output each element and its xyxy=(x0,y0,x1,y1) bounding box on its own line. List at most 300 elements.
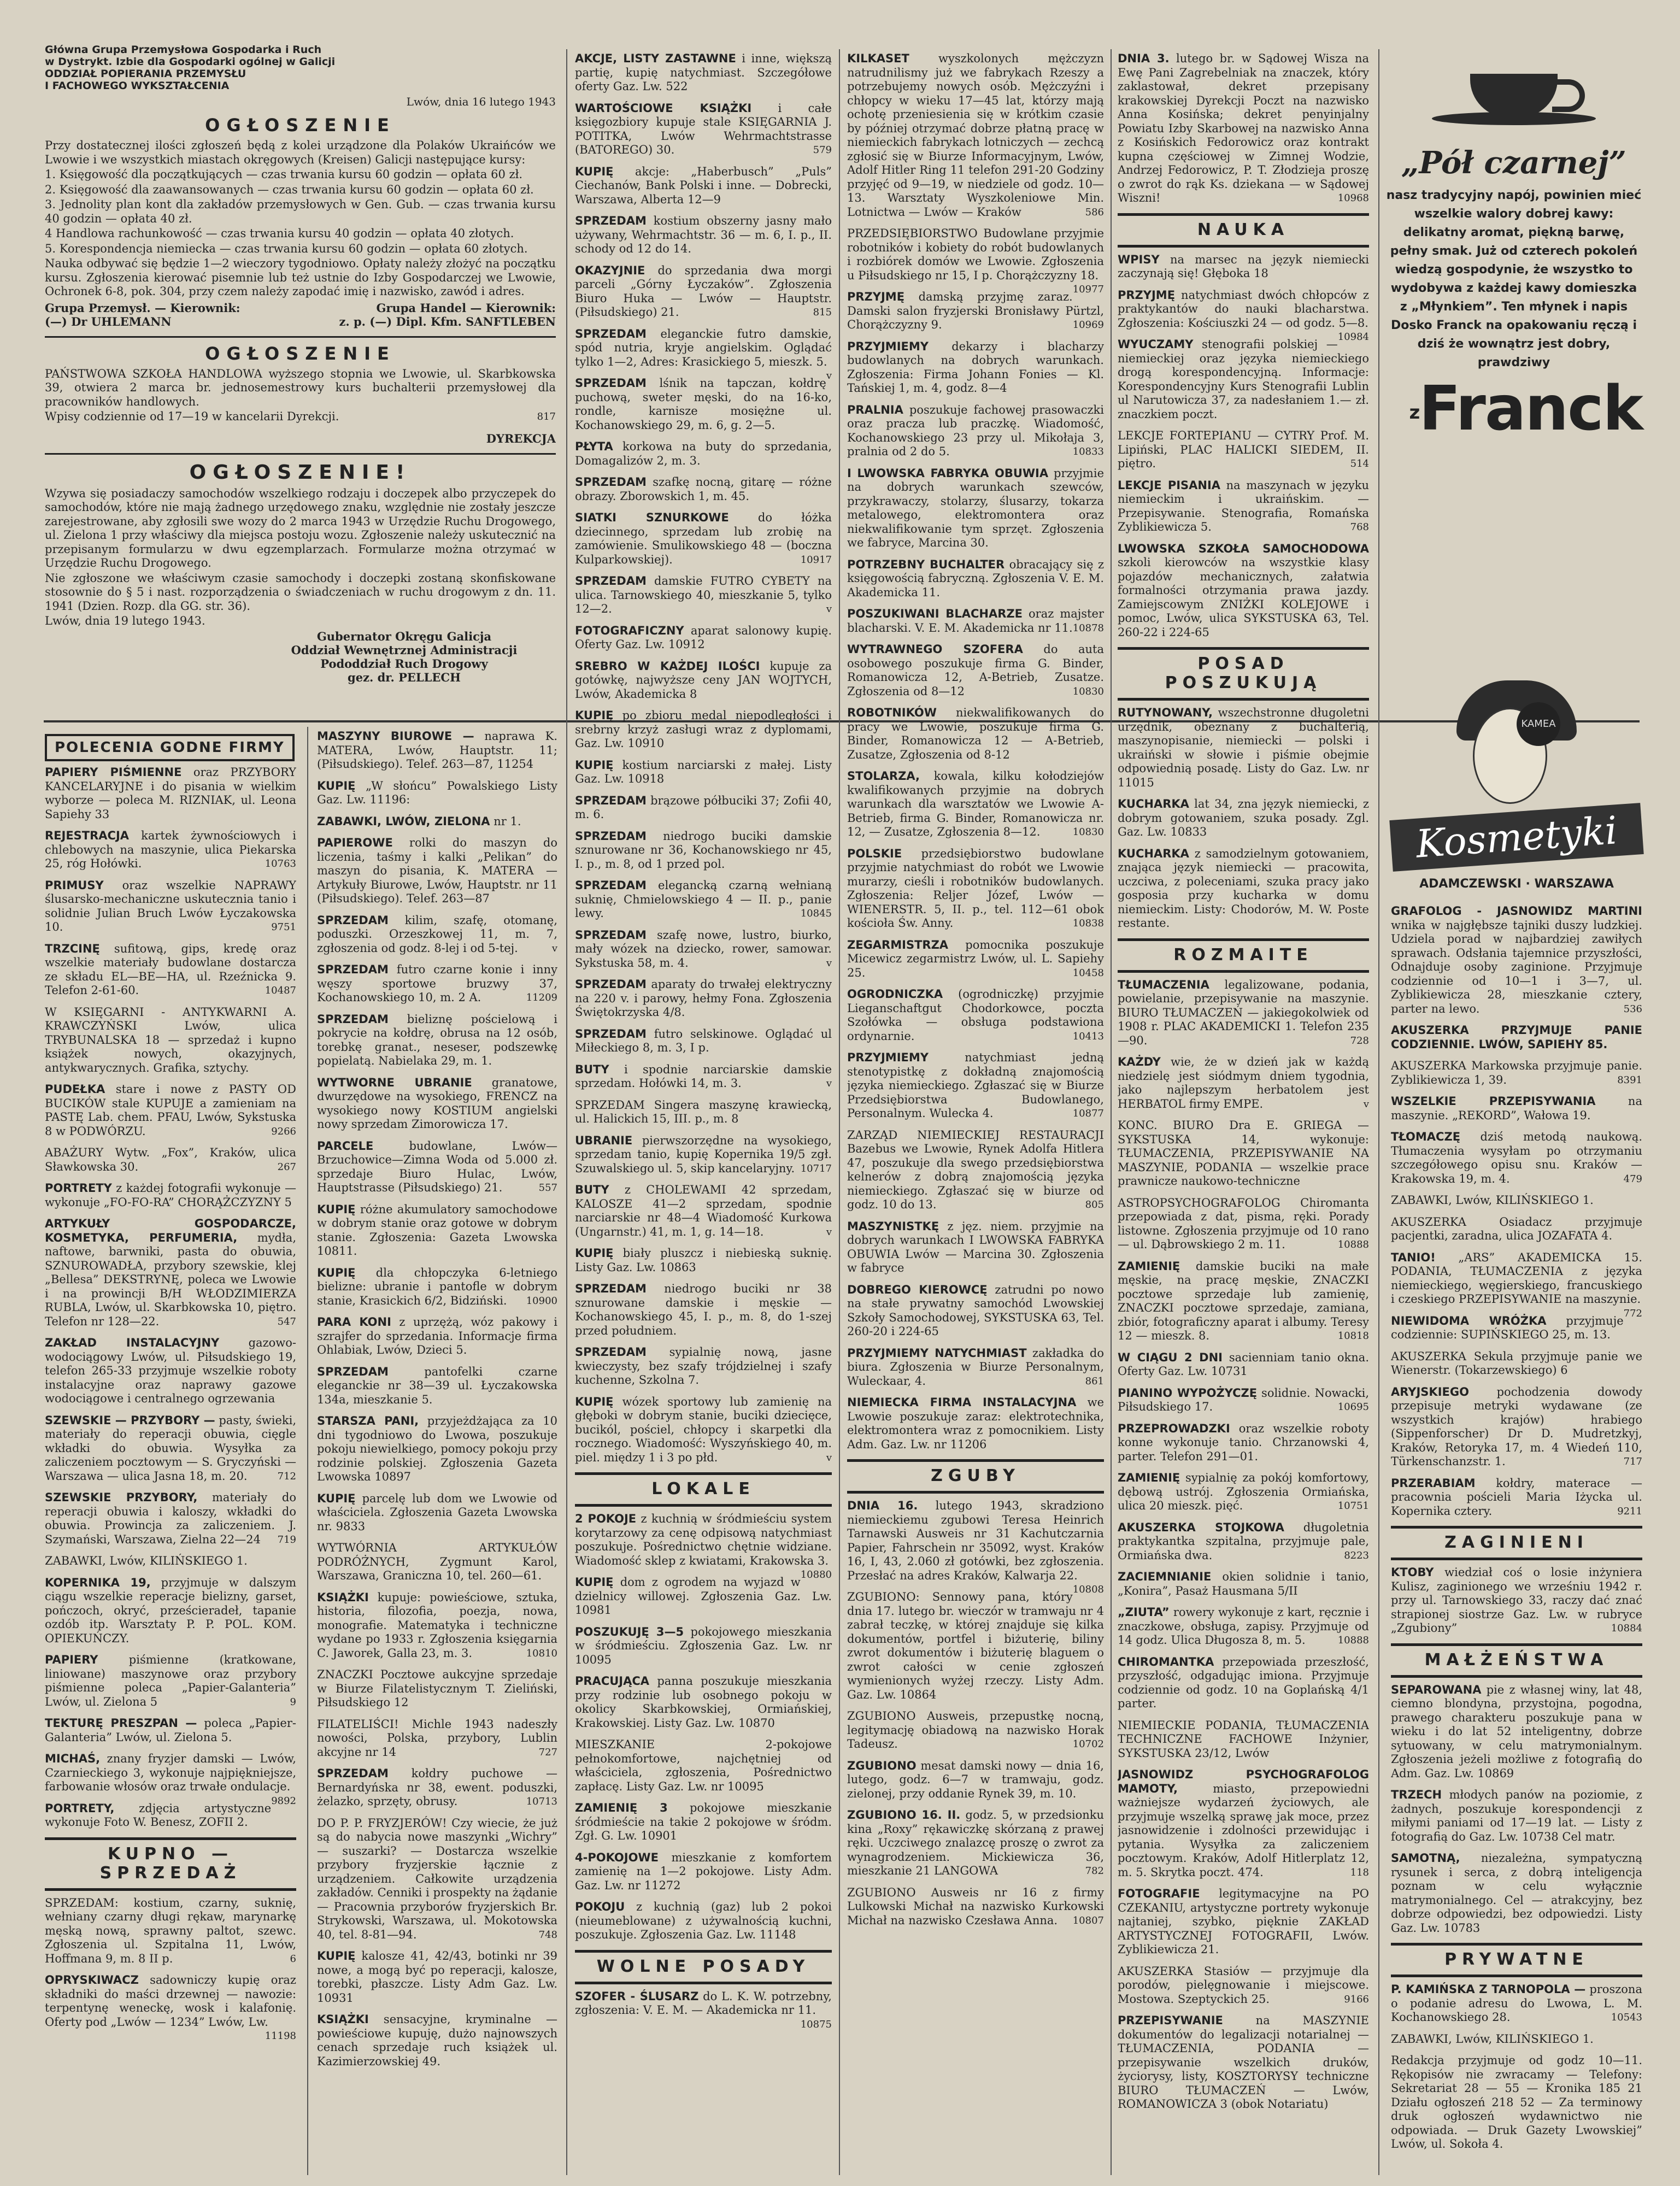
classified-ad xyxy=(1391,1314,1642,1342)
classified-ad xyxy=(847,607,1104,635)
ad-text: SPRZEDAM szafę nowe, lustro, biurko, mały wózek na dziecko, rower, samowar. Sykstuska 58, m. 4. xyxy=(575,928,832,969)
ad-text: PRIMUSY oraz wszelkie NAPRAWY ślusarsko-mechaniczne uskutecznia tanio i solidnie Julian Bruch Lwów Łyczakowska 10. xyxy=(45,878,296,933)
ad-text: ARYJSKIEGO pochodzenia dowody przepisuje metryki wydawane (ze wszystkich krajów) hrabiego (Sippenforscher) Dr D. Mudretzkyj, Kraków, Retoryka 17, m. 4 Wiedeń 110, Türkenschanzstr. 1. xyxy=(1391,1385,1642,1468)
classified-ad xyxy=(1391,1566,1642,1636)
classified-ad xyxy=(575,327,832,381)
classified-ad xyxy=(847,52,1104,219)
classified-ad xyxy=(847,1808,1104,1878)
ad-text: KTOBY wiedział coś o losie inżyniera Kulisz, zaginionego we wrześniu 1942 r. przy ul. Tarnowskiego 33, raczy dać znać strapionej siostrze Gaz. Lw. w rubryce „Zgubiony” xyxy=(1391,1566,1642,1635)
ad-number: 10917 xyxy=(800,554,832,566)
ad-text: PŁYTA korkowa na buty do sprzedania, Domagalizów 2, m. 3. xyxy=(575,440,832,467)
classified-ad xyxy=(1118,2014,1369,2112)
ad-number: 817 xyxy=(537,411,556,422)
classified-ad xyxy=(317,730,557,772)
ad-text: ABAŻURY Wytw. „Fox”, Kraków, ulica Sławkowska 30. xyxy=(45,1146,296,1173)
ad-number: 10888 xyxy=(1337,1635,1369,1646)
classified-ad xyxy=(45,1752,296,1807)
ad-text: KUPIĘ różne akumulatory samochodowe w dobrym stanie oraz gotowe w dobrym stanie. Zgłoszenia: Gazeta Lwowska 10811. xyxy=(317,1202,557,1257)
ad-number: 861 xyxy=(1085,1375,1104,1387)
classified-ad xyxy=(1391,1385,1642,1469)
classified-ad xyxy=(847,706,1104,762)
signature: Pododdział Ruch Drogowy xyxy=(320,656,488,671)
ad-text: LEKCJE FORTEPIANU — CYTRY Prof. M. Lipiński, PLAC HALICKI SIEDEM, II. piętro. xyxy=(1118,429,1369,470)
vehicle-notice-text2: Nie zgłoszone we właściwym czasie samochody i doczepki zostaną skonfiskowane stosownie do § 5 i nast. rozporządzenia o świadczeniach w ruchu drogowym z dn. 11. 1941 (Dzien. Rozp. dla GG. str. 36). xyxy=(45,571,556,613)
classified-ad xyxy=(1118,1260,1369,1343)
classified-ad xyxy=(575,1576,832,1618)
classified-ad xyxy=(1118,479,1369,534)
ad-number: 10713 xyxy=(526,1796,557,1807)
classified-ad xyxy=(317,1767,557,1809)
ad-number: 9892 xyxy=(271,1795,296,1807)
classified-ad xyxy=(45,1576,296,1646)
ad-number: 118 xyxy=(1350,1866,1369,1878)
ad-text: SEPAROWANA pie z własnej winy, lat 48, ciemno blondyna, przystojna, pogodna, prawego charakteru poszukuje pana w wieku i do lat 52 inteligentny, dobrze sytuowany, w celu matrymonialnym. Zgłoszenia jeżeli możliwe z fotografią do Adm. Gaz. Lw. 10869 xyxy=(1391,1683,1642,1780)
ad-number: 514 xyxy=(1350,458,1369,469)
section-header-nauka: NAUKA xyxy=(1118,213,1369,248)
classified-ad xyxy=(847,1220,1104,1276)
ad-text: SPRZEDAM futro czarne konie i inny węszy sportowe bruzwy 37, Kochanowskiego 10, m. 2 A. xyxy=(317,963,557,1004)
ad-number: 10695 xyxy=(1337,1401,1369,1413)
ad-text: SPRZEDAM eleganckie futro damskie, spód nutria, kryje angielskim. Oglądać tylko 1—2, Adres: Krasickiego 5, mieszk. 5. xyxy=(575,327,832,368)
ad-text: ASTROPSYCHOGRAFOLOG Chiromanta przepowiada z dat, pisma, ręki. Porady listowne. Zgłoszenia przyjmuje od 10 rano — ul. Dąbrowskiego 2 m. 11. xyxy=(1118,1196,1369,1251)
classified-ad xyxy=(847,1051,1104,1121)
classified-ad xyxy=(1391,1350,1642,1378)
classified-ad xyxy=(575,511,832,567)
classified-ad xyxy=(1118,542,1369,640)
ad-number: v xyxy=(826,370,832,381)
ad-number: v xyxy=(826,1452,832,1464)
classified-ad xyxy=(847,938,1104,980)
ad-text: MASZYNISTKĘ z jęz. niem. przyjmie na dobrych warunkach I LWOWSKA FABRYKA OBUWIA Lwów — Marcina 30. Zgłoszenia w fabryce xyxy=(847,1219,1104,1274)
ad-text: SPRZEDAM futro selskinowe. Oglądać ul Miłeckiego 8, m. 3, I p. xyxy=(575,1027,832,1054)
classified-ad xyxy=(45,766,296,821)
column-divider xyxy=(1111,49,1112,2175)
classified-ad xyxy=(45,1554,296,1568)
ad-number: 719 xyxy=(277,1533,296,1546)
ad-number: 11209 xyxy=(526,992,557,1003)
ad-number: v xyxy=(1363,1098,1369,1110)
classified-ad xyxy=(1118,797,1369,839)
ad-text: SPRZEDAM niedrogo buciki damskie sznurowane nr 36, Kochanowskiego nr 45, I. p., m. 8, od 1 przed pol. xyxy=(575,829,832,871)
classified-ad xyxy=(575,1098,832,1126)
ad-text: WSZELKIE PRZEPISYWANIA na maszynie. „REKORD”, Wałowa 19. xyxy=(1391,1095,1642,1122)
classified-ad xyxy=(575,1247,832,1274)
ad-text: ZABAWKI, Lwów, KILIŃSKIEGO 1. xyxy=(45,1554,248,1567)
classified-ad xyxy=(847,558,1104,600)
classified-ad xyxy=(317,779,557,807)
course-item: 4 Handlowa rachunkowość — czas trwania kursu 40 godzin — opłata 40 złotych. xyxy=(45,227,514,240)
org-line: ODDZIAŁ POPIERANIA PRZEMYSŁU xyxy=(45,68,246,80)
ad-text: 4-POKOJOWE mieszkanie z komfortem zamienię na 1—2 pokojowe. Listy Adm. Gaz. Lw. nr 11272 xyxy=(575,1850,832,1892)
ad-number: 10717 xyxy=(800,1162,832,1174)
classified-ad xyxy=(317,1492,557,1534)
ad-text: MICHAŚ, znany fryzjer damski — Lwów, Czarnieckiego 3, wykonuje najpiękniejsze, farbowanie włosów oraz trwałe ondulacje. xyxy=(45,1752,296,1793)
ad-text: WYTWORNE UBRANIE granatowe, dwurzędowe na wysokiego, FRENCZ na wysokiego nowy KOSTIUM angielski nowy sprzedam Zimorowicza 17. xyxy=(317,1076,557,1131)
section-header-kupno: KUPNO — SPRZEDAŻ xyxy=(45,1837,296,1891)
org-line: w Dystrykt. Izbie dla Gospodarki ogólnej w Galicji xyxy=(45,56,336,68)
classified-ad xyxy=(575,879,832,921)
ad-number: 9751 xyxy=(271,921,296,933)
ad-text: SPRZEDAM bieliznę pościelową i pokrycie na kołdrę, obrusa na 12 osób, torebkę granat., neseser, podszewkę popielatą. Nabielaka 29, m. 1. xyxy=(317,1012,557,1067)
ad-text: PAPIEROWE rolki do maszyn do liczenia, taśmy i kalki „Pelikan” do maszyn do pisania, K. MATERA — Artykuły Biurowe, Lwów, Hauptstr. nr 11 (Piłsudskiego). Telef. 263—87 xyxy=(317,836,557,905)
classified-ad xyxy=(317,1266,557,1308)
ad-text: KILKASET wyszkolonych mężczyzn natrudnilismy już we fabrykach Rzeszy a potrzebujemy nowych osób. Mężczyźni i chłopcy w wieku 17—45 lat, którzy mają ochotę przeniesienia się w krótkim czasie by później otrzymać dobrze płatną pracę w niemieckich fabrykach lotniczych — zechcą zgłosić się w Biurze Informacyjnym, Lwów, Adolf Hitler Ring 11 telefon 291-20 Godziny przyjęć od 9—19, w niedziele od godz. 10—13. Warsztaty Wyszkoleniowe Min. Lotnictwa — Lwów — Kraków xyxy=(847,52,1104,219)
classified-ad xyxy=(575,1063,832,1091)
ad-title: Kosmetyki xyxy=(1389,803,1643,872)
ad-text: OGRODNICZKA (ogrodniczkę) przyjmie Lieganschaftgut Chodorkowce, poczta Szołówka — obsługa podstawiona ordynarnie. xyxy=(847,988,1104,1043)
classified-ad xyxy=(317,1541,557,1583)
classified-ad xyxy=(1118,847,1369,931)
ad-text: AKCJE, LISTY ZASTAWNE i inne, większą partię, kupię natychmiast. Szczegółowe oferty Gaz. Lw. 522 xyxy=(575,52,832,93)
ad-text: KUPIĘ akcje: „Haberbusch” „Puls” Ciechanów, Bank Polski i inne. — Dobrecki, Warszawa, Alberta 12—9 xyxy=(575,164,832,206)
brand-logo xyxy=(1385,373,1642,444)
ad-text: GRAFOLOG - JASNOWIDZ MARTINI wnika w najgłębsze tajniki duszy ludzkiej. Udziela porad w najbardziej zawiłych sprawach. Odsłania tajemnice przyszłości, Odnajduje osoby zaginione. Przyjmuje codziennie od 10—1 i 3—7, ul. Zyblikiewicza 28, mieszkanie cztery, parter na lewo. xyxy=(1391,904,1642,1015)
section-header-wolne-posady: WOLNE POSADY xyxy=(575,1950,832,1984)
classified-ad xyxy=(847,1590,1104,1702)
ad-text: STOLARZA, kowala, kilku kołodziejów kwalifikowanych przyjmie na dobrych warunkach dla warsztatów we Lwowie A-Betrieb, firma G. Binder, Romanowicza nr. 12, — Zusatze, Zgłoszenia 8—12. xyxy=(847,769,1104,838)
ad-text: PRZEDSIĘBIORSTWO Budowlane przyjmie robotników i kobiety do robót budowlanych i rozbiórek domów we Lwowie. Zgłoszenia u Piłsudskiego nr 15, I p. Chorążczyzny 18. xyxy=(847,227,1104,282)
ad-number: 10458 xyxy=(1072,967,1104,979)
classified-ad xyxy=(847,467,1104,550)
ad-text: KUPIĘ parcelę lub dom we Lwowie od właściciela. Zgłoszenia Gazeta Lwowska nr. 9833 xyxy=(317,1491,557,1533)
ad-text: AKUSZERKA Stasiów — przyjmuje dla porodów, pielęgnowanie i miejscowe. Mostowa. Szeptyckich 25. xyxy=(1118,1964,1369,2006)
classified-ad xyxy=(45,829,296,871)
ad-text: SPRZEDAM kołdry puchowe — Bernardyńska nr 38, ewent. poduszki, żelazko, sprzęty, obrusy. xyxy=(317,1767,557,1808)
classified-ad xyxy=(575,624,832,652)
ad-text: ZAMIENIĘ 3 pokojowe mieszkanie śródmieście na takie 2 pokojowe w śródm. Zgł. G. Lw. 10901 xyxy=(575,1801,832,1842)
classified-ad xyxy=(317,815,557,829)
ad-text: AKUSZERKA PRZYJMUJE PANIE CODZIENNIE. LWÓW, SAPIEHY 85. xyxy=(1391,1024,1642,1051)
column-5 xyxy=(1118,52,1369,2172)
ad-text: PARA KONI z uprzężą, wóz pakowy i szrajfer do sprzedania. Informacje firma Ohlabiak, Lwów, Dzieci 5. xyxy=(317,1315,557,1356)
ad-text: KAŻDY wie, że w dzień jak w każdą niedzielę jest siódmym dniem tygodnia, jako najlepszym herbatolem jest HERBATOL firmy EMPE. xyxy=(1118,1055,1369,1110)
notice-intro: Przy dostatecznej ilości zgłoszeń będą z kolei urządzone dla Polaków Ukraińców we Lwowie i we wszystkich miastach okręgowych (Kreisen) Galicji następujące kursy: xyxy=(45,139,556,166)
ad-text: SPRZEDAM sypialnię nową, jasne kwieczysty, bez szafy trójdzielnej i szafy kuchenne, Szkolna 7. xyxy=(575,1345,832,1386)
classified-ad xyxy=(575,1738,832,1794)
classified-ad xyxy=(1118,1606,1369,1648)
classified-ad xyxy=(847,769,1104,839)
ad-text: ZGUBIONO mesat damski nowy — dnia 16, lutego, godz. 6—7 w tramwaju, godz. zielonej, przy oddanie Rynek 39, m. 10. xyxy=(847,1759,1104,1800)
classified-ad xyxy=(847,988,1104,1043)
ad-text: JASNOWIDZ PSYCHOGRAFOLOG MAMOTY, miasto, przepowiedni ważniejsze wydarzeń życiowych, ale przyjmuje wszelką sprawę jak moce, przez jasnowidzenie i zdolności przewidując i pytania. Wysyłka za zaliczeniem pocztowym. Kraków, Adolf Hitlerplatz 12, m. 5. Skrytka poczt. 474. xyxy=(1118,1768,1369,1879)
ad-number: 10838 xyxy=(1072,918,1104,929)
ad-number: 6 xyxy=(290,1953,296,1965)
ad-text: PRZERABIAM kołdry, materace — pracownia pościeli Maria Iżycka ul. Kopernika cztery. xyxy=(1391,1476,1642,1518)
column-1 xyxy=(45,730,296,2172)
ad-text: POSZUKUJĘ 3—5 pokojowego mieszkania w śródmieściu. Zgłoszenia Gaz. Lw. nr 10095 xyxy=(575,1625,832,1666)
ad-number: 10878 xyxy=(1072,622,1104,634)
ad-number: 10830 xyxy=(1072,826,1104,838)
ad-text: KONC. BIURO Dra E. GRIEGA — SYKSTUSKA 14, wykonuje: TŁUMACZENIA, PRZEPISYWANIE NA MASZYNIE, PODANIA — wszelkie prace prawnicze naukowo-techniczne xyxy=(1118,1119,1369,1188)
ad-text: SZEWSKIE — PRZYBORY — pasty, świeki, materiały do reperacji obuwia, cięgle wkładki do obuwia. Wysyłka za zaliczeniem pocztowym — S. Gryczyński — Warszawa — ulica Jasna 18, m. 20. xyxy=(45,1413,296,1483)
classified-ad xyxy=(575,660,832,702)
ad-text: OKAZYJNIE do sprzedania dwa morgi parceli „Górny Łyczaków”. Zgłoszenia Biuro Huka — Lwów — Hauptstr. (Piłsudskiego) 21. xyxy=(575,263,832,319)
section-header-malzenstwa: MAŁŻEŃSTWA xyxy=(1391,1643,1642,1678)
classified-ad xyxy=(317,1949,557,2005)
classified-ad xyxy=(575,440,832,468)
classified-ad xyxy=(45,1146,296,1174)
classified-ad xyxy=(45,1802,296,1830)
brand-badge: KAMEA xyxy=(1517,702,1560,746)
ad-text: TRZECH młodych panów na poziomie, z żadnych, poszukuje korespondencji z miłymi paniami od 17—19 lat. — Listy z fotografią do Gaz. Lw. 10738 Cel matr. xyxy=(1391,1788,1642,1843)
ad-text: SIATKI SZNURKOWE do łóżka dziecinnego, sprzedam lub zrobię na zamówienie. Smulikowskiego 48 — (boczna Kulparkowskiej). xyxy=(575,511,832,566)
ad-number: 10830 xyxy=(1072,685,1104,697)
ad-number: 10969 xyxy=(1072,319,1104,331)
ad-text: WPISY na marsec na język niemiecki zaczynają się! Głęboka 18 xyxy=(1118,252,1369,280)
classified-ad xyxy=(1118,1471,1369,1513)
classified-ad xyxy=(575,52,832,94)
classified-ad xyxy=(847,1283,1104,1339)
classified-ad xyxy=(1118,52,1369,205)
ad-number: 10413 xyxy=(1072,1030,1104,1042)
classified-ad xyxy=(1391,1215,1642,1243)
classified-ad xyxy=(1391,1095,1642,1123)
classified-ad xyxy=(575,165,832,207)
classified-ad xyxy=(847,643,1104,698)
classified-ad xyxy=(45,1414,296,1484)
ad-text: SPRZEDAM: kostium, czarny, suknię, wełniany czarny długi rękaw, marynarkę męską nową, sprawny paltot, szewc. Zgłoszenia ul. Szpitalna 11, Lwów, Hoffmana 9, m. 8 II p. xyxy=(45,1896,296,1965)
column-divider xyxy=(566,49,567,2175)
column-2 xyxy=(317,730,557,2172)
ad-text: KUPIĘ biały pluszcz i niebieską suknię. Listy Gaz. Lw. 10863 xyxy=(575,1247,832,1274)
ad-number: 10977 xyxy=(1072,284,1104,295)
ad-text: NIEWIDOMA WRÓŻKA przyjmuje codziennie: SUPIŃSKIEGO 25, m. 13. xyxy=(1391,1314,1624,1341)
classified-ad xyxy=(1391,1024,1642,1051)
ad-text: ZAMIENIĘ sypialnię za pokój komfortowy, dębową ustrój. Zgłoszenia Ormiańska, ulica 20 mieszk. pięć. xyxy=(1118,1471,1369,1512)
ad-text: WYTRAWNEGO SZOFERA do auta osobowego poszukuje firma G. Binder, Romanowicza 12, A-Betrieb, Zusatze. Zgłoszenia od 8—12 xyxy=(847,643,1104,698)
classified-ad xyxy=(1118,1386,1369,1414)
section-header-zguby: ZGUBY xyxy=(847,1459,1104,1494)
ad-text: PRZYJMĘ damską przyjmę zaraz. Damski salon fryzjerski Bronisławy Pürtzl, Chorążczyzny 9. xyxy=(847,290,1104,331)
ad-number: 586 xyxy=(1085,206,1104,218)
ad-body: nasz tradycyjny napój, powinien mieć wszelkie walory dobrej kawy: delikatny aromat, piękną barwę, pełny smak. Już od czterech pokoleń wiedzą gospodynie, że wszystko to wydobywa z każdej kawy domieszka z „Młynkiem”. Ten młynek i napis Dosko Franck na opakowaniu ręczą i dziś że wownątrz jest dobry, prawdziwy xyxy=(1386,189,1642,369)
ad-text: ZABAWKI, Lwów, KILIŃSKIEGO 1. xyxy=(1391,2032,1594,2046)
ad-text: NIEMIECKIE PODANIA, TŁUMACZENIA TECHNICZNE FACHOWE Inżynier, SYKSTUSKA 23/12, Lwów xyxy=(1118,1718,1369,1760)
ad-text: ZGUBIONO Ausweis nr 16 z firmy Lulkowski Michał na nazwisko Kurkowski Michał na nazwisko Czesława Anna. xyxy=(847,1885,1104,1927)
ad-text: DO P. P. FRYZJERÓW! Czy wiecie, że już są do nabycia nowe maszynki „Wichry” — suszarki? — Dostarcza wszelkie przybory fryzjerskie łącznie z urządzeniem. Całkowite urządzenia zakładów. Cenniki i prospekty na żądanie — Pracownia przyborów fryzjerskich Br. Strykowski, Warszawa, ul. Mokotowska 40, tel. 8-81—94. xyxy=(317,1816,557,1941)
classified-ad xyxy=(847,847,1104,931)
ad-text: ZGUBIONO Ausweis, przepustkę nocną, legitymację obiadową na nazwisko Horak Tadeusz. xyxy=(847,1709,1104,1750)
classified-ad xyxy=(317,1013,557,1068)
ad-number: 10702 xyxy=(1072,1738,1104,1750)
ad-text: KUPIĘ wózek sportowy lub zamienię na głęboki w dobrym stanie, buciki dziecięce, bucikól, pościel, chłopcy i skarpetki dla rocznego. Wiadomość: Wyszyńskiego 40, m. piel. między 1 i 3 po płd. xyxy=(575,1395,832,1464)
vehicle-notice-title: OGŁOSZENIE! xyxy=(189,461,412,484)
ad-text: ZARZĄD NIEMIECKIEJ RESTAURACJI Bazebus we Lwowie, Rynek Adolfa Hitlera 47, poszukuje dla swego przedsiębiorstwa kelnerów z dobrą znajomością języka niemieckiego. Zgłaszać się w biurze od godz. 10 do 13. xyxy=(847,1128,1104,1211)
ad-number: 10807 xyxy=(1072,1914,1104,1926)
ad-text: LEKCJE PISANIA na maszynach w języku niemieckim i ukraińskim. — Przepisywanie. Stenografia, Romańska Zyblikiewicza 5. xyxy=(1118,478,1369,533)
ad-number: 10900 xyxy=(526,1295,557,1307)
ad-number: 10884 xyxy=(1611,1623,1642,1634)
classified-ad xyxy=(575,1674,832,1730)
ad-text: AKUSZERKA STOJKOWA długoletnia praktykantka szpitalna, przyjmuje pale, Ormiańska dwa. xyxy=(1118,1520,1369,1562)
classified-ad xyxy=(847,290,1104,332)
ad-text: WARTOŚCIOWE KSIĄŻKI i całe księgozbiory kupuje stale KSIĘGARNIA J. POTITKA, Lwów Wehrmachtstrasse (BATOREGO) 30. xyxy=(575,101,832,156)
column-divider xyxy=(307,727,308,2175)
ad-number: 557 xyxy=(538,1182,557,1194)
column-3 xyxy=(575,52,832,2172)
school-notice-text2 xyxy=(45,410,556,424)
ad-number: 10833 xyxy=(1072,446,1104,457)
ad-number: 10808 xyxy=(1072,1584,1104,1595)
classified-ad xyxy=(317,2013,557,2069)
classified-ad xyxy=(847,1759,1104,1801)
ad-text: TEKTURĘ PRESZPAN — poleca „Papier-Galanteria” Lwów, ul. Zielona 5. xyxy=(45,1717,296,1744)
ad-text: STARSZA PANI, przyjeżdżająca za 10 dni tygodniowo do Lwowa, poszukuje pokoju niewielkiego, pomocy pokoju przy rodzinie polskiej. Zgłoszenia Gazeta Lwowska 10897 xyxy=(317,1414,557,1483)
ad-text: FOTOGRAFICZNY aparat salonowy kupię. Oferty Gaz. Lw. 10912 xyxy=(575,624,832,651)
ad-number: 10888 xyxy=(1337,1239,1369,1250)
classified-ad xyxy=(575,929,832,971)
classified-ad xyxy=(317,1718,557,1760)
school-notice-title: OGŁOSZENIE xyxy=(205,343,396,364)
classified-ad xyxy=(575,1027,832,1055)
org-line: I FACHOWEGO WYKSZTAŁCENIA xyxy=(45,80,230,92)
classified-ad xyxy=(575,830,832,872)
classified-ad xyxy=(317,1076,557,1132)
ad-text: PORTRETY z każdej fotografii wykonuje — wykonuje „FO-FO-RA” CHORĄŻCZYZNY 5 xyxy=(45,1182,296,1209)
course-item: 3. Jednolity plan kont dla zakładów przemysłowych w Gen. Gub. — czas trwania kursu 40 godzin — opłata 40 zł. xyxy=(45,198,556,225)
ad-text: ZNACZKI Pocztowe aukcyjne sprzedaje w Biurze Filatelistycznym T. Zieliński, Piłsudskiego 12 xyxy=(317,1668,557,1709)
ad-text: SPRZEDAM damskie FUTRO CYBETY na ulica. Tarnowskiego 40, mieszkanie 5, tylko 12—2. xyxy=(575,574,832,615)
classified-ad xyxy=(847,340,1104,396)
ad-text: FOTOGRAFIE legitymacyjne na PO CZEKANIU, artystyczne portrety wykonuje najtaniej, szybko, pięknie ZAKŁAD ARTYSTYCZNEJ FOTOGRAFII, Lwów. Zyblikiewicza 21. xyxy=(1118,1887,1369,1956)
ad-text: PRACUJĄCA panna poszukuje mieszkania przy rodzinie lub osobnego pokoju w okolicy Skarbkowskiej, Ormiańskiej, Krakowskiej. Listy Gaz. Lw. 10870 xyxy=(575,1674,832,1730)
classified-ad xyxy=(1118,253,1369,281)
ad-text: SZEWSKIE PRZYBORY, materiały do reperacji obuwia i kaloszy, wkładki do obuwia. Prowincja za zaliczeniem. J. Szymański, Warszawa, Zielna 22—24 xyxy=(45,1491,296,1546)
ad-text: KOPERNIKA 19, przyjmuje w dalszym ciągu wszelkie reperacje bielizny, garset, pończoch, okryć, prześcieradeł, tapanie ozdób itp. Warsztaty P. P. POL. KOM. OPIEKUŃCZY. xyxy=(45,1576,296,1645)
classified-ad xyxy=(847,1886,1104,1928)
ad-slogan: „Pół czarnej” xyxy=(1401,145,1626,181)
signature: Oddział Wewnętrznej Administracji xyxy=(291,643,518,657)
ad-text: KSIĄŻKI sensacyjne, kryminalne — powieściowe kupuję, dużo najnowszych cenach sprzedaje ruch książek ul. Kazimierzowskiej 49. xyxy=(317,2013,557,2068)
notice-signatures xyxy=(45,301,556,328)
ad-number: 717 xyxy=(1623,1456,1642,1467)
ad-number: 9266 xyxy=(271,1125,296,1137)
classified-ad xyxy=(1391,1130,1642,1186)
classified-ad xyxy=(575,1625,832,1667)
classified-ad xyxy=(575,475,832,503)
signature: Gubernator Okręgu Galicja xyxy=(316,629,492,643)
ad-text: SPRZEDAM kostium obszerny jasny mało używany, Wehrmachtstr. 36 — m. 6, I. p., II. schody od 12 do 14. xyxy=(575,214,832,255)
cosmetics-ad xyxy=(1391,659,1642,894)
ad-number: 10984 xyxy=(1337,331,1369,343)
classified-ad xyxy=(1391,1788,1642,1844)
ad-text: P. KAMIŃSKA Z TARNOPOLA — proszona o podanie adresu do Lwowa, L. M. Kochanowskiego 28. xyxy=(1391,1983,1642,2024)
classified-ad xyxy=(317,1817,557,1942)
classified-ad xyxy=(575,709,832,751)
ad-text: WYUCZAMY stenografii polskiej — niemieckiej oraz języka niemieckiego drogą korespondencyjną. Informacje: Korespondencyjny Kurs Stenografii Lublin ul Narutowicza 37, za nadesłaniem 1.— zł. znaczkiem poczt. xyxy=(1118,338,1369,421)
org-header xyxy=(45,44,556,92)
ad-text: ZABAWKI, LWÓW, ZIELONA nr 1. xyxy=(317,814,521,828)
classified-ad xyxy=(1118,1887,1369,1957)
school-notice-sign: DYREKCJA xyxy=(486,431,556,445)
classified-ad xyxy=(575,1282,832,1338)
ad-text: KUPIĘ kalosze 41, 42/43, botinki nr 39 nowe, a mogą być po reperacji, kalosze, torebki, płaszcze. Listy Adm Gaz. Lw. 10931 xyxy=(317,1949,557,2005)
brand-prefix: z xyxy=(1409,402,1419,424)
classified-ad xyxy=(1391,1683,1642,1781)
ad-text: BUTY i spodnie narciarskie damskie sprzedam. Hołówki 14, m. 3. xyxy=(575,1062,832,1090)
classified-ad xyxy=(45,1491,296,1547)
ad-text: PAPIERY PIŚMIENNE oraz PRZYBORY KANCELARYJNE i do pisania w wielkim wyborze — poleca M. RIZNIAK, ul. Leona Sapiehy 33 xyxy=(45,766,296,821)
classified-ad xyxy=(575,794,832,822)
classified-ad xyxy=(317,914,557,956)
classified-ad xyxy=(45,1083,296,1138)
classified-ad xyxy=(847,1709,1104,1752)
classified-ad xyxy=(575,1801,832,1843)
ad-text: ROBOTNIKÓW niekwalifikowanych do pracy we Lwowie, poszukuje firma G. Binder, Romanowicza 12 — A-Betrieb, Zusatze, Zgłoszenia od 8-12 xyxy=(847,706,1104,761)
classified-ad xyxy=(317,1315,557,1358)
ad-number: 10763 xyxy=(265,858,296,869)
ad-text: ZGUBIONO: Sennowy pana, który dnia 17. lutego br. wieczór w tramwaju nr 4 zabrał teczkę, w której znajduje się kilka dokumentów, portfel i biżuterię, biliny zwrot dokumentów i biżuterię blaguem o zwrot całości w cenie zgłoszeń wymienionych wyżej rzeczy. Listy Adm. Gaz. Lw. 10864 xyxy=(847,1590,1104,1701)
ad-text: UBRANIE pierwszorzędne na wysokiego, sprzedam tanio, kupię Kopernika 19/5 zgł. Szuwalskiego ul. 5, skip kancelaryjny. xyxy=(575,1133,832,1175)
ad-text: PRZYJMIEMY dekarzy i blacharzy budowlanych na dobrych warunkach. Zgłoszenia: Firma Johann Fonies — Kl. Tańskiej 1, m. 4, godz. 8—4 xyxy=(847,339,1104,395)
classified-ad xyxy=(45,1336,296,1406)
classified-ad xyxy=(45,1653,296,1709)
classified-ad xyxy=(317,1414,557,1484)
signature: Grupa Handel — Kierownik: xyxy=(376,301,556,315)
brand-name: Franck xyxy=(1419,373,1642,444)
classified-ad xyxy=(575,102,832,157)
ad-text: TRZCINĘ sufitową, gips, kredę oraz wszelkie materiały budowlane dostarcza ze składu EL—BE—HA, ul. Rzeźnicka 9. Telefon 2-61-60. xyxy=(45,942,296,997)
classified-ad xyxy=(847,403,1104,459)
ad-text: PRZYJMĘ natychmiast dwóch chłopców z praktykantów do nauki blacharstwa. Zgłoszenia: Kościuszki 24 — od godz. 5—8. xyxy=(1118,288,1369,330)
school-notice-line: Wpisy codziennie od 17—19 w kancelarii Dyrekcji. xyxy=(45,410,339,423)
course-item: 2. Księgowość dla zaawansowanych — czas trwania kursu 60 godzin — opłata 60 zł. xyxy=(45,183,534,196)
column-6 xyxy=(1391,904,1642,2172)
ad-number: 768 xyxy=(1350,521,1369,533)
ad-text: SPRZEDAM niedrogo buciki nr 38 sznurowane damskie i męskie — Kochanowskiego 45, I. p., m. 8, do 1-szej przed południem. xyxy=(575,1282,832,1337)
ad-text: DOBREGO KIEROWCĘ zatrudni po nowo na stałe prywatny samochód Lwowskiej Szkoły Samochodowej, SYKSTUSKA 63, Tel. 260-20 i 224-65 xyxy=(847,1283,1104,1338)
ad-number: 10875 xyxy=(800,2018,832,2030)
coffee-cup-icon xyxy=(1399,52,1629,134)
classified-ad xyxy=(1118,1521,1369,1563)
ad-text: KSIĄŻKI kupuje: powieściowe, sztuka, historia, filozofia, poezja, nowa, monografie. Matematyka i techniczne wydane po 1933 r. Zgłoszenia księgarnia C. Jaworek, Galla 23, m. 3. xyxy=(317,1590,557,1660)
ad-text: FILATELIŚCI! Michle 1943 nadeszły nowości, Polska, przybory, Lublin akcyjne nr 14 xyxy=(317,1717,557,1759)
ad-number: 727 xyxy=(538,1746,557,1758)
classified-ad xyxy=(45,1717,296,1744)
classified-ad xyxy=(847,227,1104,295)
ad-text: ARTYKUŁY GOSPODARCZE, KOSMETYKA, PERFUMERIA, mydła, naftowe, barwniki, pasta do obuwia, SZNUROWADŁA, przybory szewskie, klej „Bellesa” DEKSTRYNĘ, poleca we Lwowie i na prowincji B/H WŁODZIMIERZA RUBLA, Lwów, ul. Skarbkowska 10, piętro. Telefon nr 128—22. xyxy=(45,1217,296,1328)
ad-text: AKUSZERKA Markowska przyjmuje panie. Zyblikiewicza 1, 39. xyxy=(1391,1059,1642,1086)
notices-column xyxy=(45,44,556,716)
classified-ad xyxy=(317,836,557,906)
ad-text: SPRZEDAM elegancką czarną wełnianą suknię, Chmielowskiego 4 — II. p., panie lewy. xyxy=(575,879,832,920)
ad-text: SPRZEDAM Singera maszynę krawiecką, ul. Halickich 15, III. p., m. 8 xyxy=(575,1098,832,1125)
ad-text: SPRZEDAM pantofelki czarne eleganckie nr 38—39 ul. Łyczakowska 134a, mieszkanie 5. xyxy=(317,1365,557,1406)
ad-text: POTRZEBNY BUCHALTER obracający się z księgowością fabryczną. Zgłoszenia V. E. M. Akademicka 11. xyxy=(847,557,1104,599)
classified-ad xyxy=(1118,978,1369,1048)
ad-number: 10487 xyxy=(265,985,296,996)
ad-text: SAMOTNĄ, niezależna, sympatyczną rysunek i serca, z dobrą inteligencja poznam w celu wyłącznie matrymonialnego. Cel — atrakcyjny, bez dobrze odpowiedzi, bez odpowiedzi. Listy Gaz. Lw. 10783 xyxy=(1391,1852,1642,1935)
ad-text: LWOWSKA SZKOŁA SAMOCHODOWA szkoli kierowców na wszystkie klasy pojazdów mechanicznych, załatwia formalności otrzymania prawa jazdy. Zamiejscowym ZNIŻKI KOLEJOWE i pomoc, Lwów, ulica SYKSTUSKA 63, Tel. 260-22 i 224-65 xyxy=(1118,542,1369,639)
classified-ad xyxy=(317,963,557,1005)
ad-number: 10751 xyxy=(1337,1500,1369,1512)
franck-coffee-ad xyxy=(1385,52,1642,653)
ad-text: POSZUKIWANI BLACHARZE oraz majster blacharski. V. E. M. Akademicka nr 11. xyxy=(847,607,1104,634)
section-header-lokale: LOKALE xyxy=(575,1472,832,1507)
signature: Grupa Przemysł. — Kierownik: xyxy=(45,301,240,315)
signature: (—) Dr UHLEMANN xyxy=(45,314,172,328)
ad-text: KUPIĘ dla chłopczyka 6-letniego bielizne: ubranie i pantofle w dobrym stanie, Krasickich 6/2, Bidziński. xyxy=(317,1266,557,1307)
ad-number: 10543 xyxy=(1611,2012,1642,2023)
ad-number: 9 xyxy=(290,1696,296,1708)
ad-text: KUCHARKA lat 34, zna język niemiecki, z dobrym gotowaniem, szuka posady. Zgl. Gaz. Lw. 10833 xyxy=(1118,797,1369,838)
classified-ad xyxy=(317,1591,557,1661)
ad-number: 267 xyxy=(277,1161,296,1173)
section-header-zaginieni: ZAGINIENI xyxy=(1391,1526,1642,1560)
ad-number: 11198 xyxy=(265,2030,296,2042)
ad-text: DNIA 16. lutego 1943, skradziono niemieckiemu zgubowi Teresa Heinrich Tarnawski Ausweis nr 31 Kachutczarnia Papier, Fahrschein nr 35092, wyst. Kraków 16, I, 43, 2.060 zł gotówki, bez zgłoszenia. Przesłać na adres Kraków, Kalwarja 22. xyxy=(847,1499,1104,1582)
classified-ad xyxy=(1391,1059,1642,1087)
